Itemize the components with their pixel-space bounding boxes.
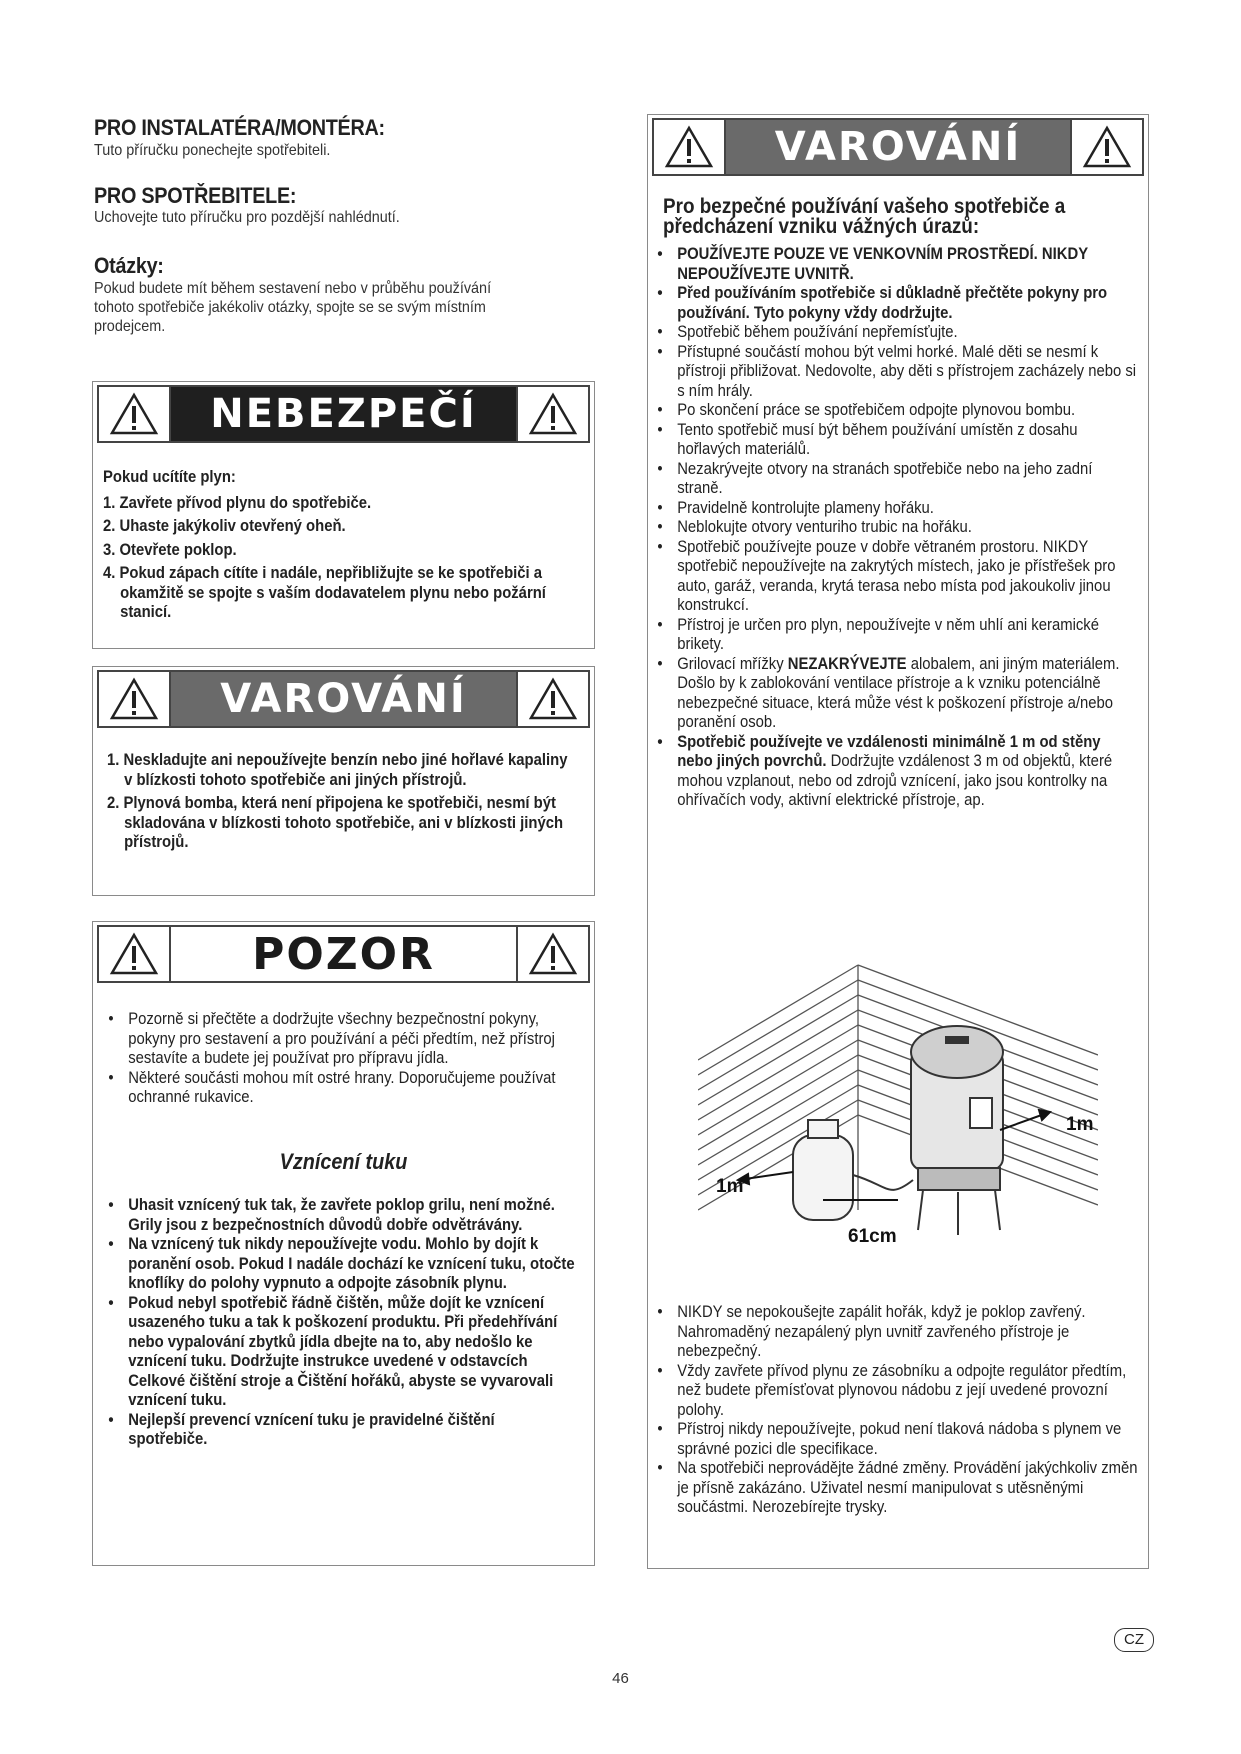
warning-box-left [92, 666, 595, 896]
warning-triangle-icon [1070, 120, 1142, 174]
warning-triangle-icon [99, 927, 171, 981]
clearance-diagram [698, 960, 1098, 1250]
warning-bottom-bullet: • Na spotřebiči neprovádějte žádné změny. Provádění jakýchkoliv změn je přísně zakázáno. Uživatel nesmí manipulovat s utěsněnými součástmi. Nerozebírejte trysky. [657, 1459, 1138, 1516]
caution-banner [97, 925, 590, 983]
page-number: 46 [612, 1670, 629, 1687]
warning-bottom-bullet: • Přístroj nikdy nepoužívejte, pokud není tlaková nádoba s plynem ve správné pozici dle specifikace. [657, 1420, 1122, 1458]
warning-triangle-icon [516, 387, 588, 441]
danger-banner [97, 385, 590, 443]
installer-heading: PRO INSTALATÉRA/MONTÉRA: [94, 115, 385, 140]
warning-banner-right [652, 118, 1144, 176]
warning-bullet: • Přístupné součástí mohou být velmi horké. Malé děti se nesmí k přístroji přibližovat. Nedovolte, aby děti s přístrojem zacházely nebo si s ním hrály. [657, 342, 1137, 400]
questions-heading: Otázky: [94, 253, 164, 278]
warning-bullet: • Tento spotřebič musí být během používání umístěn z dosahu hořlavých materiálů. [657, 420, 1078, 458]
warning-triangle-icon [516, 672, 588, 726]
danger-intro: Pokud ucítíte plyn: [103, 468, 236, 486]
warning-bullet: • Spotřebič během používání nepřemísťujte. [657, 323, 958, 341]
warning-bullet: • Spotřebič používejte pouze v dobře větraném prostoru. NIKDY spotřebič nepoužívejte na zakrytých místech, jako je přístřešek pro auto, garáž, veranda, krytá terasa nebo místa pod jakoukoliv jinou konstrukcí. [657, 537, 1116, 614]
warning-triangle-icon [516, 927, 588, 981]
danger-box [92, 381, 595, 649]
warning-triangle-icon [99, 672, 171, 726]
warning-left-content [107, 751, 575, 857]
grease-bullet: • Nejlepší prevencí vznícení tuku je pravidelné čištění spotřebiče. [108, 1410, 495, 1448]
warning-right-heading: Pro bezpečné používání vašeho spotřebiče a předcházení vzniku vážných úrazů: [663, 195, 1066, 238]
warning-bullet: • Spotřebič používejte ve vzdálenosti minimálně 1 m od stěny nebo jiných povrchů. Dodržujte vzdálenost 3 m od objektů, které mohou vzplanout, nebo od zdrojů vznícení, jako jsou kontrolky na ohřívačích vody, aktivní elektrické přístroje, ap. [657, 732, 1113, 809]
warning-bullet: • Nezakrývejte otvory na stranách spotřebiče nebo na jeho zadní straně. [657, 459, 1093, 497]
grease-fire-title: Vznícení tuku [279, 1149, 408, 1174]
warning-banner-left [97, 670, 590, 728]
warning-bullet: • Pravidelně kontrolujte plameny hořáku. [657, 498, 934, 517]
danger-step: 1. Zavřete přívod plynu do spotřebiče. [103, 493, 372, 512]
warning-bullet: • Přístroj je určen pro plyn, nepoužívejte v něm uhlí ani keramické brikety. [657, 615, 1099, 653]
warning-bullet: • POUŽÍVEJTE POUZE VE VENKOVNÍM PROSTŘEDÍ. NIKDY NEPOUŽÍVEJTE UVNITŘ. [657, 245, 1088, 283]
consumer-text: Uchovejte tuto příručku pro pozdější nahlédnutí. [94, 209, 400, 226]
danger-step: 3. Otevřete poklop. [103, 540, 237, 559]
caution-bullet: • Některé součásti mohou mít ostré hrany. Doporučujeme používat ochranné rukavice. [108, 1068, 556, 1106]
clearance-label-right: 1m [1066, 1114, 1094, 1135]
caution-bullet: • Pozorně si přečtěte a dodržujte všechny bezpečnostní pokyny, pokyny pro sestavení a pro používání a péči předtím, než přístroj sestavíte a budete jej používat pro přípravu jídla. [108, 1010, 555, 1067]
danger-title: NEBEZPEČÍ [171, 387, 516, 441]
consumer-heading: PRO SPOTŘEBITELE: [94, 183, 297, 208]
danger-step: 2. Uhaste jakýkoliv otevřený oheň. [103, 517, 346, 535]
warning-triangle-icon [99, 387, 171, 441]
warning-title-right: VAROVÁNÍ [726, 120, 1070, 174]
warning-title-left: VAROVÁNÍ [171, 672, 516, 726]
warning-left-step: 2. Plynová bomba, která není připojena ke spotřebiči, nesmí být skladována v blízkosti tohoto spotřebiče, ani v blízkosti jiných přístrojů. [107, 794, 564, 851]
warning-right-bottom [652, 1303, 1138, 1518]
warning-bullet: • Před používáním spotřebiče si důkladně přečtěte pokyny pro používání. Tyto pokyny vždy dodržujte. [657, 284, 1108, 322]
warning-right-content [652, 245, 1138, 811]
grease-content [103, 1196, 576, 1450]
danger-content [103, 468, 571, 627]
warning-bottom-bullet: • NIKDY se nepokoušejte zapálit hořák, když je poklop zavřený. Nahromaděný nezapálený plyn uvnitř zavřeného přístroje je nebezpečný. [657, 1303, 1086, 1360]
warning-bottom-bullet: • Vždy zavřete přívod plynu ze zásobníku a odpojte regulátor předtím, než budete přemísťovat plynovou nádobu z její uvedené provozní polohy. [657, 1361, 1127, 1419]
warning-left-step: 1. Neskladujte ani nepoužívejte benzín nebo jiné hořlavé kapaliny v blízkosti tohoto spotřebiče ani jiných přístrojů. [107, 751, 568, 789]
clearance-label-left: 1m [716, 1176, 744, 1197]
caution-content [103, 1010, 576, 1108]
danger-step: 4. Pokud zápach cítíte i nadále, nepřibližujte se ke spotřebiči a okamžitě se spojte s vaším dodavatelem plynu nebo požární stanicí. [103, 564, 546, 621]
warning-triangle-icon [654, 120, 726, 174]
language-badge: CZ [1114, 1628, 1154, 1652]
grease-bullet: • Uhasit vznícený tuk tak, že zavřete poklop grilu, není možné. Grily jsou z bezpečnostních důvodů dobře odvětrávány. [108, 1196, 555, 1234]
warning-bullet: • Neblokujte otvory venturiho trubic na hořáku. [657, 518, 972, 536]
warning-box-right [647, 114, 1149, 1569]
questions-text: Pokud budete mít během sestavení nebo v průběhu používání tohoto spotřebiče jakékoliv otázky, spojte se se svým místním prodejcem. [94, 280, 492, 335]
hose-length-label: 61cm [848, 1226, 897, 1247]
grease-bullet: • Pokud nebyl spotřebič řádně čištěn, může dojít ke vznícení usazeného tuku a tak k poškození produktu. Při předehřívání nebo vypalování zbytků jídla dbejte na to, aby nedošlo ke vznícení tuku. Dodržujte instrukce uvedené v odstavcích Celkové čištění stroje a Čištění hořáků, abyste se vyvarovali vznícení tuku. [108, 1293, 558, 1409]
installer-text: Tuto příručku ponechejte spotřebiteli. [94, 142, 331, 159]
caution-title: POZOR [171, 927, 516, 981]
warning-bullet: • Grilovací mřížky NEZAKRÝVEJTE alobalem, ani jiným materiálem. Došlo by k zablokování ventilace přístroje a k vzniku potenciálně nebezpečné situace, která může vést k poškození přístroje a/nebo poranění osob. [657, 654, 1120, 731]
caution-box [92, 921, 595, 1566]
grease-bullet: • Na vznícený tuk nikdy nepoužívejte vodu. Mohlo by dojít k poranění osob. Pokud I nadále dochází ke vznícení tuku, otočte knoflíky do polohy vypnuto a odpojte zásobník plynu. [108, 1235, 575, 1292]
warning-bullet: • Po skončení práce se spotřebičem odpojte plynovou bombu. [657, 401, 1076, 419]
